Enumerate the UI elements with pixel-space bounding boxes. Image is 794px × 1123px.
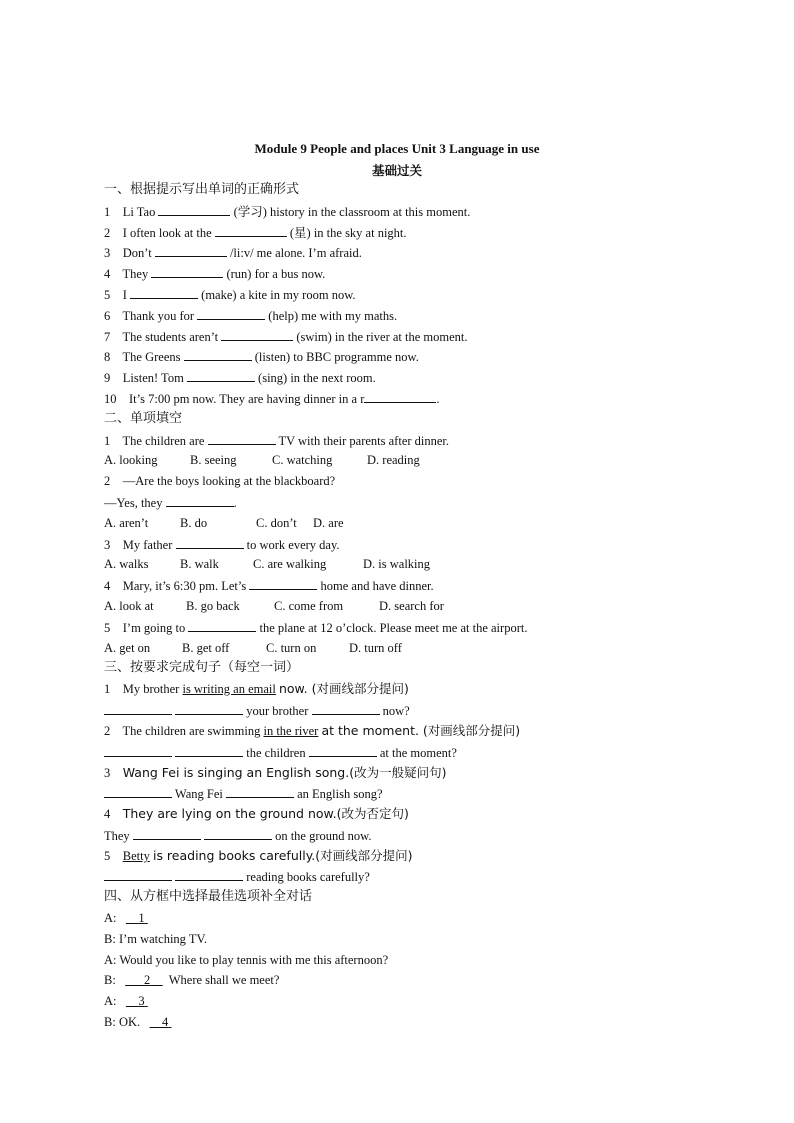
s1-item-7	[104, 328, 468, 344]
dialogue-pre: OK.	[118, 1015, 141, 1029]
dialogue-blank[interactable]	[125, 973, 163, 987]
answer-blank[interactable]	[175, 702, 243, 715]
option-b[interactable]: B. go back	[186, 599, 240, 613]
item-text-after: (swim) in the river at the moment.	[296, 330, 468, 344]
response-text: —Yes, they	[104, 496, 163, 510]
speaker-label: A:	[104, 911, 117, 925]
answer-blank[interactable]	[133, 827, 201, 840]
s3-question-3	[104, 765, 446, 781]
item-text-before: Thank you for	[122, 309, 195, 323]
section2-heading: 二、单项填空	[104, 411, 183, 426]
item-text-after: (sing) in the next room.	[258, 371, 376, 385]
answer-blank[interactable]	[364, 390, 436, 403]
page-subtitle: 基础过关	[371, 163, 422, 178]
underlined-phrase: is writing an email	[182, 682, 276, 696]
page-title: Module 9 People and places Unit 3 Language in use	[254, 141, 540, 156]
answer-blank[interactable]	[155, 244, 227, 257]
speaker-label: B:	[104, 932, 116, 946]
section3-heading: 三、按要求完成句子（每空一词）	[104, 660, 300, 675]
answer-blank[interactable]	[215, 224, 287, 237]
answer-blank[interactable]	[176, 536, 244, 549]
s2-question-2	[104, 473, 335, 489]
option-a[interactable]: A. aren’t	[104, 516, 149, 530]
dialogue-text: Where shall we meet?	[168, 973, 280, 987]
s3-question-1	[104, 681, 409, 697]
speaker-label: A:	[104, 953, 117, 967]
section4-heading: 四、从方框中选择最佳选项补全对话	[104, 889, 313, 904]
item-text-before: It’s 7:00 pm now. They are having dinner in a r	[129, 392, 365, 406]
question-number: 5	[104, 621, 111, 635]
s3-question-5	[104, 848, 413, 864]
item-text-before: Li Tao	[122, 205, 156, 219]
option-c[interactable]: C. turn on	[266, 641, 317, 655]
answer-blank[interactable]	[226, 785, 294, 798]
answer-blank[interactable]	[197, 307, 265, 320]
s2-question-3	[104, 536, 340, 552]
dialogue-text: Would you like to play tennis with me this afternoon?	[119, 953, 389, 967]
answer-text-mid: Wang Fei	[174, 787, 223, 801]
answer-blank[interactable]	[175, 868, 243, 881]
item-text-before: They	[122, 267, 149, 281]
answer-blank[interactable]	[104, 702, 172, 715]
question-text-before: I’m going to	[122, 621, 186, 635]
answer-blank[interactable]	[158, 203, 230, 216]
blank-number: 2	[143, 973, 151, 987]
dialogue-line-3	[104, 952, 388, 968]
item-number: 2	[104, 226, 111, 240]
question-number: 3	[104, 766, 111, 780]
dialogue-line-4	[104, 972, 279, 988]
question-text-before: The children are	[122, 434, 205, 448]
answer-blank[interactable]	[184, 348, 252, 361]
s2-options-3	[104, 556, 430, 572]
item-number: 3	[104, 246, 111, 260]
underlined-phrase: in the river	[263, 724, 319, 738]
option-c[interactable]: C. come from	[274, 599, 344, 613]
answer-text-end: at the moment?	[379, 746, 457, 760]
s3-question-4	[104, 806, 409, 822]
item-text-after: (学习) history in the classroom at this moment.	[233, 205, 471, 219]
speaker-label: A:	[104, 994, 117, 1008]
question-number: 1	[104, 682, 111, 696]
answer-blank[interactable]	[166, 494, 234, 507]
item-text-after: (make) a kite in my room now.	[201, 288, 356, 302]
option-d[interactable]: D. turn off	[349, 641, 402, 655]
speaker-label: B:	[104, 1015, 116, 1029]
question-text-after: is reading books carefully.(对画线部分提问)	[152, 848, 413, 863]
answer-blank[interactable]	[249, 577, 317, 590]
section1-heading: 一、根据提示写出单词的正确形式	[104, 182, 300, 197]
s1-item-3	[104, 244, 362, 260]
item-text-after: (星) in the sky at night.	[289, 226, 407, 240]
option-a[interactable]: A. looking	[104, 453, 158, 467]
answer-blank[interactable]	[204, 827, 272, 840]
answer-blank[interactable]	[187, 369, 255, 382]
question-text-before: My brother	[122, 682, 180, 696]
item-number: 9	[104, 371, 111, 385]
s3-answer-5	[104, 868, 370, 884]
s1-item-8	[104, 348, 419, 364]
blank-number: 3	[138, 994, 145, 1008]
answer-text-pre: They	[104, 829, 130, 843]
s2-question-4	[104, 577, 434, 593]
answer-blank[interactable]	[309, 744, 377, 757]
answer-text-mid: the children	[246, 746, 306, 760]
dialogue-line-6	[104, 1014, 171, 1030]
dialogue-line-1	[104, 910, 148, 926]
item-text-before: The students aren’t	[122, 330, 219, 344]
dialogue-text: I’m watching TV.	[118, 932, 208, 946]
question-number: 4	[104, 807, 111, 821]
option-c[interactable]: C. are walking	[253, 557, 327, 571]
item-number: 6	[104, 309, 111, 323]
question-number: 1	[104, 434, 111, 448]
s2-question-1	[104, 432, 449, 448]
answer-blank[interactable]	[104, 785, 172, 798]
option-b[interactable]: B. get off	[182, 641, 230, 655]
item-text-after: /li:v/ me alone. I’m afraid.	[229, 246, 362, 260]
answer-blank[interactable]	[188, 619, 256, 632]
question-number: 4	[104, 579, 111, 593]
answer-blank[interactable]	[175, 744, 243, 757]
answer-blank[interactable]	[312, 702, 380, 715]
option-d[interactable]: D. reading	[367, 453, 420, 467]
question-text-before: The children are swimming	[122, 724, 261, 738]
item-text-before: I	[122, 288, 127, 302]
question-text-before: Mary, it’s 6:30 pm. Let’s	[122, 579, 247, 593]
s3-answer-3	[104, 785, 383, 801]
item-text-after: (run) for a bus now.	[226, 267, 326, 281]
item-text-before: Listen! Tom	[122, 371, 184, 385]
dialogue-line-5	[104, 993, 148, 1009]
answer-text-end: an English song?	[297, 787, 383, 801]
item-number: 4	[104, 267, 111, 281]
item-number: 1	[104, 205, 111, 219]
answer-blank[interactable]	[104, 868, 172, 881]
question-text-after: TV with their parents after dinner.	[278, 434, 450, 448]
item-text-before: Don’t	[122, 246, 152, 260]
answer-blank[interactable]	[208, 432, 276, 445]
s1-item-2	[104, 224, 407, 240]
s1-item-6	[104, 307, 397, 323]
item-text-after: .	[436, 392, 440, 406]
underlined-phrase: Betty	[122, 849, 150, 863]
option-b[interactable]: B. seeing	[190, 453, 237, 467]
blank-number: 1	[138, 911, 145, 925]
item-number: 10	[104, 392, 117, 406]
dialogue-blank[interactable]	[150, 1015, 172, 1029]
dialogue-blank[interactable]	[126, 911, 148, 925]
s3-question-2	[104, 723, 520, 739]
s2-options-4	[104, 598, 444, 614]
s3-answer-2	[104, 744, 457, 760]
s1-item-5	[104, 286, 356, 302]
question-number: 5	[104, 849, 111, 863]
item-text-before: The Greens	[122, 350, 181, 364]
item-number: 8	[104, 350, 111, 364]
s3-answer-4	[104, 827, 371, 843]
s2-response-2	[104, 494, 237, 510]
question-text-after: the plane at 12 o’clock. Please meet me at the airport.	[259, 621, 528, 635]
question-text-after: at the moment. (对画线部分提问)	[321, 723, 521, 738]
item-text-after: (listen) to BBC programme now.	[254, 350, 419, 364]
s1-item-10	[104, 390, 440, 406]
option-b[interactable]: B. walk	[180, 557, 219, 571]
s3-answer-1	[104, 702, 410, 718]
s2-options-1	[104, 452, 420, 468]
option-a[interactable]: A. look at	[104, 599, 154, 613]
answer-blank[interactable]	[151, 265, 223, 278]
option-d[interactable]: D. search for	[379, 599, 444, 613]
blank-number: 4	[162, 1015, 169, 1029]
s1-item-4	[104, 265, 325, 281]
s1-item-1	[104, 203, 470, 219]
option-d[interactable]: D. are	[313, 516, 344, 530]
question-text-after: to work every day.	[246, 538, 340, 552]
dialogue-blank[interactable]	[126, 994, 148, 1008]
answer-blank[interactable]	[130, 286, 198, 299]
speaker-label: B:	[104, 973, 116, 987]
question-number: 2	[104, 474, 111, 488]
answer-blank[interactable]	[104, 744, 172, 757]
question-number: 2	[104, 724, 111, 738]
answer-text-end: now?	[382, 704, 410, 718]
question-text-before: My father	[122, 538, 173, 552]
question-text-after: now. (对画线部分提问)	[278, 681, 409, 696]
option-b[interactable]: B. do	[180, 516, 208, 530]
item-text-before: I often look at the	[122, 226, 212, 240]
s1-item-9	[104, 369, 376, 385]
s2-options-5	[104, 640, 402, 656]
question-text: They are lying on the ground now.(改为否定句)	[122, 806, 409, 821]
question-text: Wang Fei is singing an English song.(改为一般疑问句)	[122, 765, 447, 780]
question-text-after: home and have dinner.	[320, 579, 434, 593]
option-c[interactable]: C. watching	[272, 453, 333, 467]
response-end: .	[233, 496, 237, 510]
option-d[interactable]: D. is walking	[363, 557, 431, 571]
option-a[interactable]: A. walks	[104, 557, 149, 571]
answer-text-end: reading books carefully?	[246, 870, 370, 884]
dialogue-line-2	[104, 931, 207, 947]
s2-question-5	[104, 619, 527, 635]
option-c[interactable]: C. don’t	[256, 516, 297, 530]
item-text-after: (help) me with my maths.	[268, 309, 398, 323]
option-a[interactable]: A. get on	[104, 641, 151, 655]
s2-options-2	[104, 515, 344, 531]
item-number: 7	[104, 330, 111, 344]
question-text: —Are the boys looking at the blackboard?	[122, 474, 336, 488]
item-number: 5	[104, 288, 111, 302]
answer-text-end: on the ground now.	[275, 829, 372, 843]
answer-text-mid: your brother	[246, 704, 309, 718]
answer-blank[interactable]	[221, 328, 293, 341]
question-number: 3	[104, 538, 111, 552]
